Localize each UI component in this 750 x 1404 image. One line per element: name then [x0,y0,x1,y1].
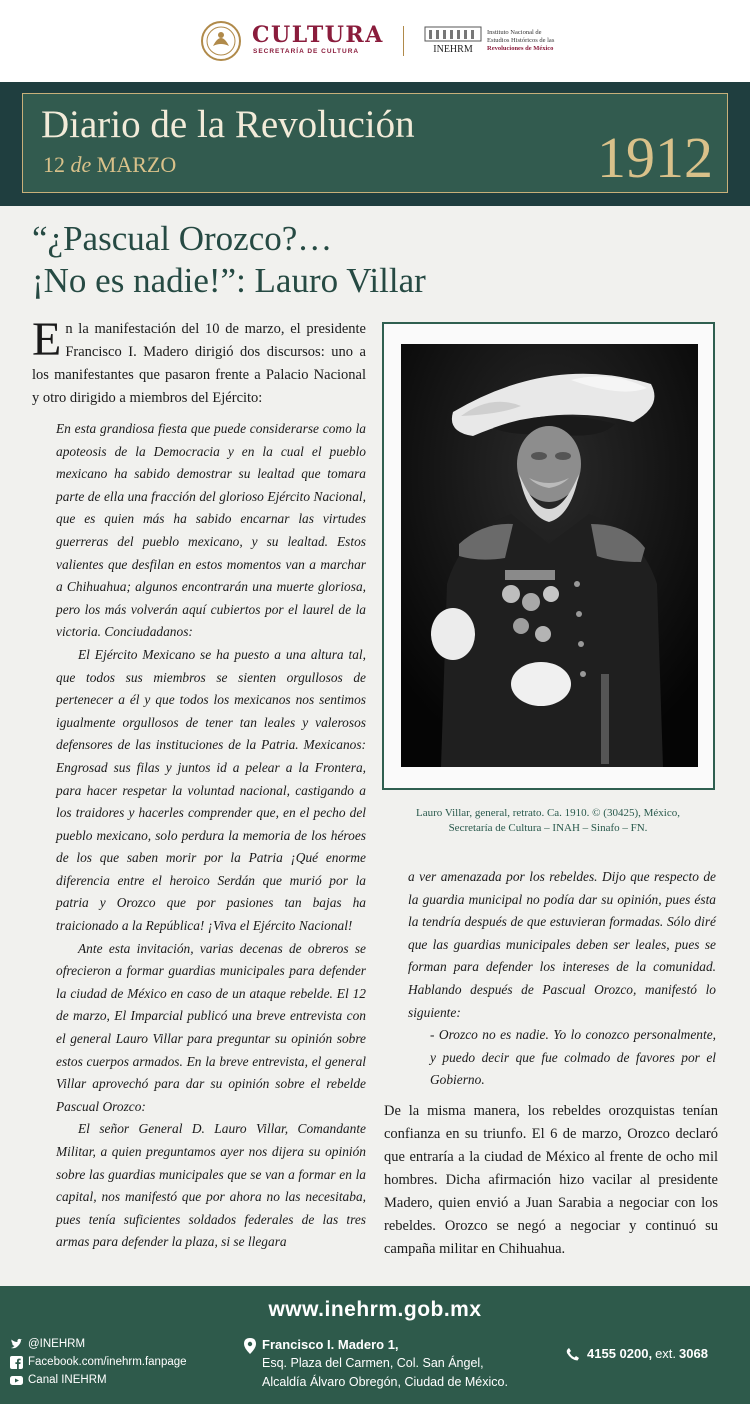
banner-panel [22,93,728,193]
logo-header [0,0,750,82]
cultura-logo-text: CULTURA [252,22,384,48]
banner-year: 1912 [597,125,713,190]
quote-paragraph: a ver amenazada por los rebeldes. Dijo que respecto de la guardia municipal no podía dar su opinión, pues ésta la tendría después de que estuvieran formadas. Sólo diré que las guardias municipales deben ser leales, pues se forman para defender los intereses de la comunidad. Hablando después de Pascual Orozco, manifestó lo siguiente: [408,869,716,1020]
banner-date: 12 de MARZO [43,152,177,177]
quote-dialogue: - Orozco no es nadie. Yo lo conozco personalmente, y puedo decir que fue colmado de favores por el Gobierno. [430,1027,716,1088]
banner-title: Diario de la Revolución [41,103,415,146]
youtube-link[interactable]: Canal INEHRM [10,1371,187,1389]
intro-paragraph: En la manifestación del 10 de marzo, el presidente Francisco I. Madero dirigió dos discursos: uno a los manifestantes que pasaron frente a Palacio Nacional y otro dirigido a miembros del Ejército: [32,313,366,406]
social-links [10,1335,187,1389]
title-banner [0,82,750,206]
phone-icon [566,1347,579,1361]
closing-paragraph: De la misma manera, los rebeldes orozquistas tenían confianza en su triunfo. El 6 de marzo, Orozco declaró que entraría a la ciudad de México al frente de ocho mil hombres. Dicha afirmación hizo vacilar al presidente Madero, quien envió a Juan Sarabia a negociar con los rebeldes. Orozco se negó a negociar y continuó su campaña militar en Chihuahua. [384,1103,718,1257]
inehrm-logo [423,25,483,55]
right-quote-column [408,866,716,1092]
portrait-illustration [401,344,698,767]
address-line: Alcaldía Álvaro Obregón, Ciudad de México. [262,1375,508,1389]
youtube-icon [10,1374,23,1387]
inehrm-fullname: Instituto Nacional de Estudios Históricos de las Revoluciones de México [487,29,555,52]
twitter-icon [10,1338,23,1351]
twitter-link[interactable]: @INEHRM [10,1335,187,1353]
inehrm-mark-text: INEHRM [433,44,473,55]
address-street: Francisco I. Madero 1, [262,1337,399,1352]
phone-number[interactable]: 4155 0200, ext. 3068 [566,1346,708,1361]
eagle-seal-icon [198,20,244,62]
article-headline: “¿Pascual Orozco?… ¡No es nadie!”: Lauro Villar [32,219,426,300]
left-quote-column [56,418,366,1254]
photo-caption: Lauro Villar, general, retrato. Ca. 1910. © (30425), México, Secretaría de Cultura – INAH – Sinafo – FN. [416,807,680,834]
quote-paragraph: El Ejército Mexicano se ha puesto a una altura tal, que todos sus miembros se sienten orgullosos de pertenecer a él y que todos los mexicanos nos sentimos igualmente orgullosos de tener tan leales y valerosos defensores de las instituciones de la Patria. Mexicanos: Engrosad sus filas y juntos id a pelear a la Frontera, para hacer respetar la voluntad nacional, castigando a los traidores y hacerles comprender que, en el pecho del pueblo mexicano, solo perdura la memoria de los héroes de los que saben morir por la Patria ¡Qué enorme diferencia entre el heroico Serdán que murió por la patria y Orozco que por pasiones tan bajas ha traicionado a la República! ¡Viva el Ejército Nacional! [56,646,366,934]
photo-frame [382,322,715,790]
quote-paragraph: Ante esta invitación, varias decenas de obreros se ofrecieron a formar guardias municipales para defender la ciudad de México en caso de un ataque rebelde. El 12 de marzo, El Imparcial publicó una breve entrevista con el general Lauro Villar para preguntar su opinión sobre estos cuerpos armados. En la breve entrevista, el general Villar aprovechó para dar su opinión sobre el rebelde Pascual Orozco: [56,940,366,1114]
website-link[interactable]: www.inehrm.gob.mx [268,1298,482,1321]
address-line: Esq. Plaza del Carmen, Col. San Ángel, [262,1356,484,1370]
drop-cap: E [32,313,62,366]
quote-paragraph: El señor General D. Lauro Villar, Comandante Militar, a quien preguntamos ayer nos dijera su opinión sobre las guardias municipales que se van a formar en la capital, nos manifestó que por ahora no las necesitaba, pues tenía suficientes soldados federales de las tres armas para defender la plaza, si se llegara [56,1121,366,1250]
map-pin-icon [244,1338,256,1354]
facebook-link[interactable]: Facebook.com/inehrm.fanpage [10,1353,187,1371]
footer [0,1286,750,1404]
address-block [244,1335,508,1392]
portrait-photo [401,344,698,767]
quote-paragraph: En esta grandiosa fiesta que puede considerarse como la apoteosis de la Democracia y en la cual el pueblo mexicano ha sabido demostrar su lealtad que tomara parte de ella una fracción del glorioso Ejército Nacional, que es quien más ha sabido encarnar las virtudes guerreras del pueblo mexicano, y su lealtad. Estos valientes que desfilan en estos momentos van a marchar a Chihuahua; algunos encontrarán una muerte gloriosa, pero los más volverán aquí cubiertos por el laurel de la victoria. Conciudadanos: [56,421,366,640]
logo-divider [403,26,404,56]
cultura-subtitle: SECRETARÍA DE CULTURA [253,48,360,55]
facebook-icon [10,1356,23,1369]
